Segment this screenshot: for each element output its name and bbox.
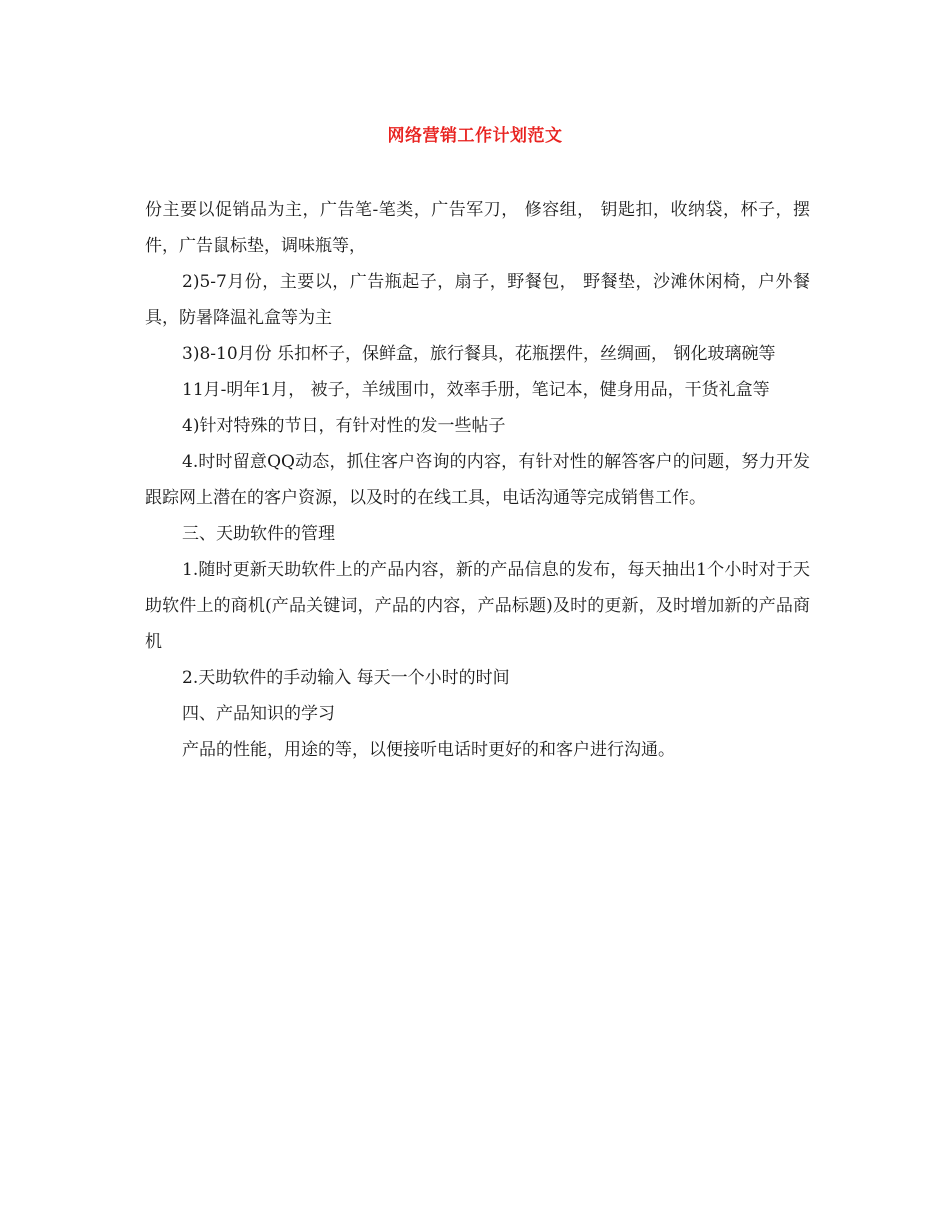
paragraph-promo-items: 份主要以促销品为主，广告笔-笔类，广告军刀， 修容组， 钥匙扣，收纳袋，杯子，摆件，广告鼠标垫，调味瓶等， <box>145 200 810 256</box>
document-body <box>145 192 810 768</box>
paragraph-qq-monitoring: 4.时时留意QQ动态，抓住客户咨询的内容，有针对性的解答客户的问题，努力开发跟踪网上潜在的客户资源，以及时的在线工具，电话沟通等完成销售工作。 <box>145 452 810 508</box>
section-heading-software-management: 三、天助软件的管理 <box>182 524 335 544</box>
section-heading-product-knowledge: 四、产品知识的学习 <box>182 704 335 724</box>
paragraph-aug-oct: 3)8-10月份 乐扣杯子，保鲜盒，旅行餐具，花瓶摆件，丝绸画， 钢化玻璃碗等 <box>182 344 776 364</box>
paragraph-may-july: 2)5-7月份，主要以，广告瓶起子，扇子，野餐包， 野餐垫，沙滩休闲椅，户外餐具，防暑降温礼盒等为主 <box>145 272 810 328</box>
paragraph-holiday-posts: 4)针对特殊的节日，有针对性的发一些帖子 <box>182 416 506 436</box>
paragraph-manual-input: 2.天助软件的手动输入 每天一个小时的时间 <box>182 668 510 688</box>
paragraph-software-updates: 1.随时更新天助软件上的产品内容，新的产品信息的发布，每天抽出1个小时对于天助软件上的商机(产品关键词，产品的内容，产品标题)及时的更新，及时增加新的产品商机 <box>145 560 810 652</box>
paragraph-nov-jan: 11月-明年1月， 被子，羊绒围巾，效率手册，笔记本，健身用品，干货礼盒等 <box>182 380 770 400</box>
document-title: 网络营销工作计划范文 <box>387 126 563 146</box>
paragraph-product-learning: 产品的性能，用途的等，以便接听电话时更好的和客户进行沟通。 <box>182 740 675 760</box>
